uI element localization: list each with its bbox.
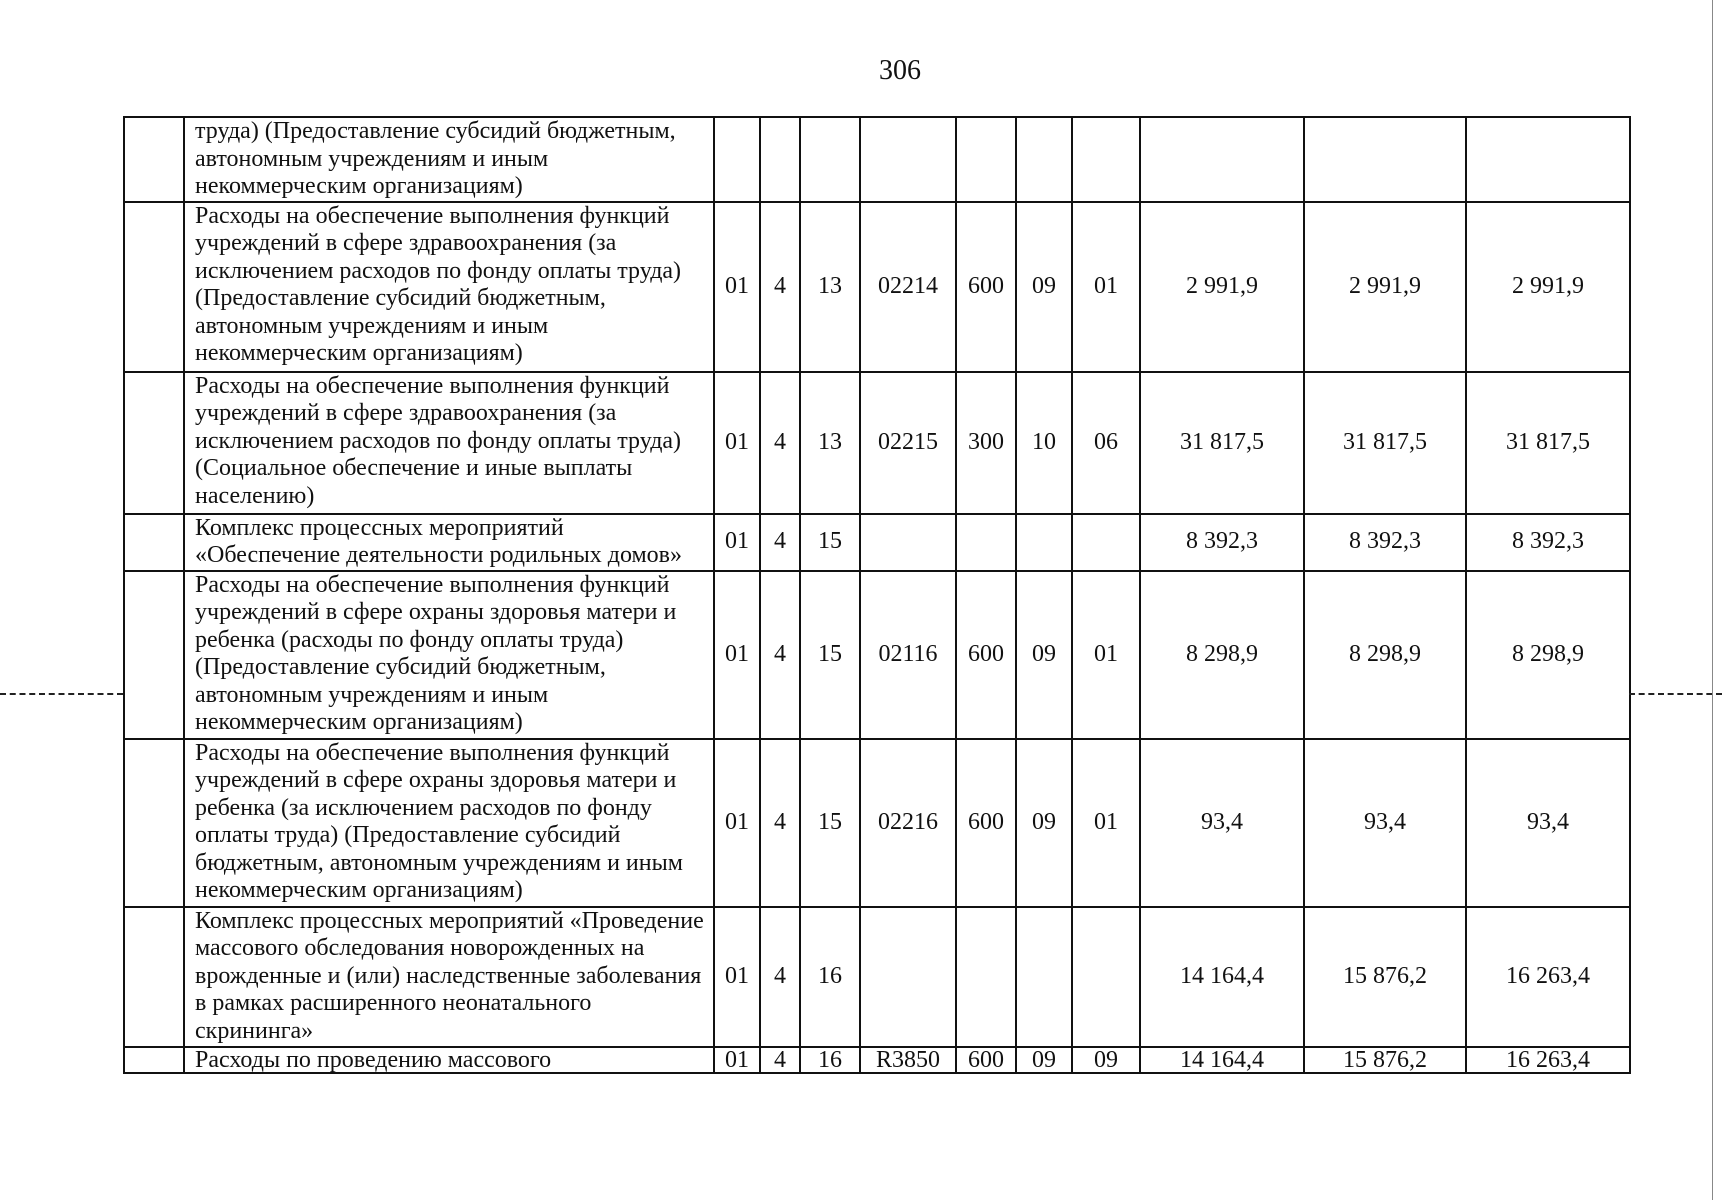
code-cell xyxy=(1072,117,1140,202)
table-row xyxy=(124,202,1630,372)
amount-cell: 16 263,4 xyxy=(1466,1047,1630,1073)
row-index-cell xyxy=(124,372,184,514)
code-cell: 01 xyxy=(1072,202,1140,372)
code-cell: 13 xyxy=(800,372,860,514)
code-cell: 01 xyxy=(714,1047,760,1073)
code-cell: 4 xyxy=(760,1047,800,1073)
amount-cell xyxy=(1466,117,1630,202)
amount-cell: 16 263,4 xyxy=(1466,907,1630,1047)
scan-cut-line-left xyxy=(0,693,123,695)
expense-name-cell: Расходы на обеспечение выполнения функций учреждений в сфере охраны здоровья матери и ребенка (за исключением расходов по фонду оплаты труда) (Предоставление субсидий бюджетным, автономным учреждениям и иным некоммерческим организациям) xyxy=(184,739,714,907)
code-cell: 01 xyxy=(1072,571,1140,739)
table-row xyxy=(124,571,1630,739)
amount-cell: 2 991,9 xyxy=(1140,202,1304,372)
page-number: 306 xyxy=(879,55,921,86)
code-cell: 4 xyxy=(760,372,800,514)
expense-name-cell: Комплекс процессных мероприятий «Проведение массового обследования новорожденных на врожденные и (или) наследственные заболевания в рамках расширенного неонатального скрининга» xyxy=(184,907,714,1047)
code-cell: 02116 xyxy=(860,571,956,739)
code-cell: 01 xyxy=(714,372,760,514)
code-cell xyxy=(860,117,956,202)
code-cell xyxy=(956,514,1016,571)
code-cell: 09 xyxy=(1016,739,1072,907)
row-index-cell xyxy=(124,117,184,202)
code-cell: 01 xyxy=(714,202,760,372)
code-cell xyxy=(714,117,760,202)
row-index-cell xyxy=(124,514,184,571)
code-cell: 4 xyxy=(760,739,800,907)
code-cell: 09 xyxy=(1016,571,1072,739)
row-index-cell xyxy=(124,571,184,739)
code-cell: 01 xyxy=(714,739,760,907)
code-cell: 600 xyxy=(956,571,1016,739)
code-cell: R3850 xyxy=(860,1047,956,1073)
code-cell: 01 xyxy=(714,571,760,739)
code-cell: 4 xyxy=(760,202,800,372)
code-cell: 600 xyxy=(956,1047,1016,1073)
code-cell: 02215 xyxy=(860,372,956,514)
amount-cell: 31 817,5 xyxy=(1304,372,1466,514)
scan-cut-line-right xyxy=(1629,693,1722,695)
amount-cell: 8 392,3 xyxy=(1304,514,1466,571)
amount-cell: 14 164,4 xyxy=(1140,1047,1304,1073)
code-cell xyxy=(956,117,1016,202)
amount-cell xyxy=(1140,117,1304,202)
amount-cell: 15 876,2 xyxy=(1304,907,1466,1047)
table-row xyxy=(124,372,1630,514)
amount-cell: 93,4 xyxy=(1466,739,1630,907)
amount-cell: 15 876,2 xyxy=(1304,1047,1466,1073)
table-row xyxy=(124,907,1630,1047)
code-cell: 4 xyxy=(760,571,800,739)
code-cell: 300 xyxy=(956,372,1016,514)
table-row xyxy=(124,1047,1630,1073)
amount-cell: 31 817,5 xyxy=(1140,372,1304,514)
amount-cell xyxy=(1304,117,1466,202)
code-cell xyxy=(1016,514,1072,571)
code-cell xyxy=(800,117,860,202)
expense-name-cell: Расходы по проведению массового xyxy=(184,1047,714,1073)
code-cell: 16 xyxy=(800,907,860,1047)
code-cell: 13 xyxy=(800,202,860,372)
code-cell: 09 xyxy=(1016,1047,1072,1073)
amount-cell: 8 298,9 xyxy=(1466,571,1630,739)
amount-cell: 2 991,9 xyxy=(1304,202,1466,372)
code-cell: 02214 xyxy=(860,202,956,372)
code-cell: 09 xyxy=(1016,202,1072,372)
amount-cell: 93,4 xyxy=(1140,739,1304,907)
amount-cell: 31 817,5 xyxy=(1466,372,1630,514)
code-cell: 15 xyxy=(800,514,860,571)
code-cell: 4 xyxy=(760,907,800,1047)
code-cell: 09 xyxy=(1072,1047,1140,1073)
code-cell: 16 xyxy=(800,1047,860,1073)
amount-cell: 8 392,3 xyxy=(1140,514,1304,571)
code-cell xyxy=(760,117,800,202)
code-cell xyxy=(1016,907,1072,1047)
row-index-cell xyxy=(124,907,184,1047)
code-cell: 02216 xyxy=(860,739,956,907)
code-cell: 600 xyxy=(956,739,1016,907)
table-row xyxy=(124,117,1630,202)
table-row xyxy=(124,514,1630,571)
code-cell: 01 xyxy=(714,907,760,1047)
expense-name-cell: Комплекс процессных мероприятий «Обеспечение деятельности родильных домов» xyxy=(184,514,714,571)
code-cell: 4 xyxy=(760,514,800,571)
row-index-cell xyxy=(124,202,184,372)
budget-table xyxy=(123,116,1631,1074)
code-cell: 10 xyxy=(1016,372,1072,514)
code-cell: 01 xyxy=(1072,739,1140,907)
code-cell xyxy=(1016,117,1072,202)
row-index-cell xyxy=(124,1047,184,1073)
code-cell: 01 xyxy=(714,514,760,571)
amount-cell: 2 991,9 xyxy=(1466,202,1630,372)
amount-cell: 14 164,4 xyxy=(1140,907,1304,1047)
page-margin-line xyxy=(1712,0,1713,1200)
code-cell xyxy=(956,907,1016,1047)
expense-name-cell: труда) (Предоставление субсидий бюджетным, автономным учреждениям и иным некоммерческим организациям) xyxy=(184,117,714,202)
amount-cell: 8 298,9 xyxy=(1304,571,1466,739)
row-index-cell xyxy=(124,739,184,907)
code-cell: 15 xyxy=(800,739,860,907)
code-cell xyxy=(860,907,956,1047)
code-cell: 15 xyxy=(800,571,860,739)
code-cell xyxy=(1072,907,1140,1047)
table-row xyxy=(124,739,1630,907)
code-cell: 06 xyxy=(1072,372,1140,514)
expense-name-cell: Расходы на обеспечение выполнения функций учреждений в сфере здравоохранения (за исключением расходов по фонду оплаты труда) (Предоставление субсидий бюджетным, автономным учреждениям и иным некоммерческим организациям) xyxy=(184,202,714,372)
expense-name-cell: Расходы на обеспечение выполнения функций учреждений в сфере охраны здоровья матери и ребенка (расходы по фонду оплаты труда) (Предоставление субсидий бюджетным, автономным учреждениям и иным некоммерческим организациям) xyxy=(184,571,714,739)
amount-cell: 8 392,3 xyxy=(1466,514,1630,571)
code-cell xyxy=(860,514,956,571)
code-cell: 600 xyxy=(956,202,1016,372)
code-cell xyxy=(1072,514,1140,571)
amount-cell: 8 298,9 xyxy=(1140,571,1304,739)
amount-cell: 93,4 xyxy=(1304,739,1466,907)
expense-name-cell: Расходы на обеспечение выполнения функций учреждений в сфере здравоохранения (за исключением расходов по фонду оплаты труда) (Социальное обеспечение и иные выплаты населению) xyxy=(184,372,714,514)
